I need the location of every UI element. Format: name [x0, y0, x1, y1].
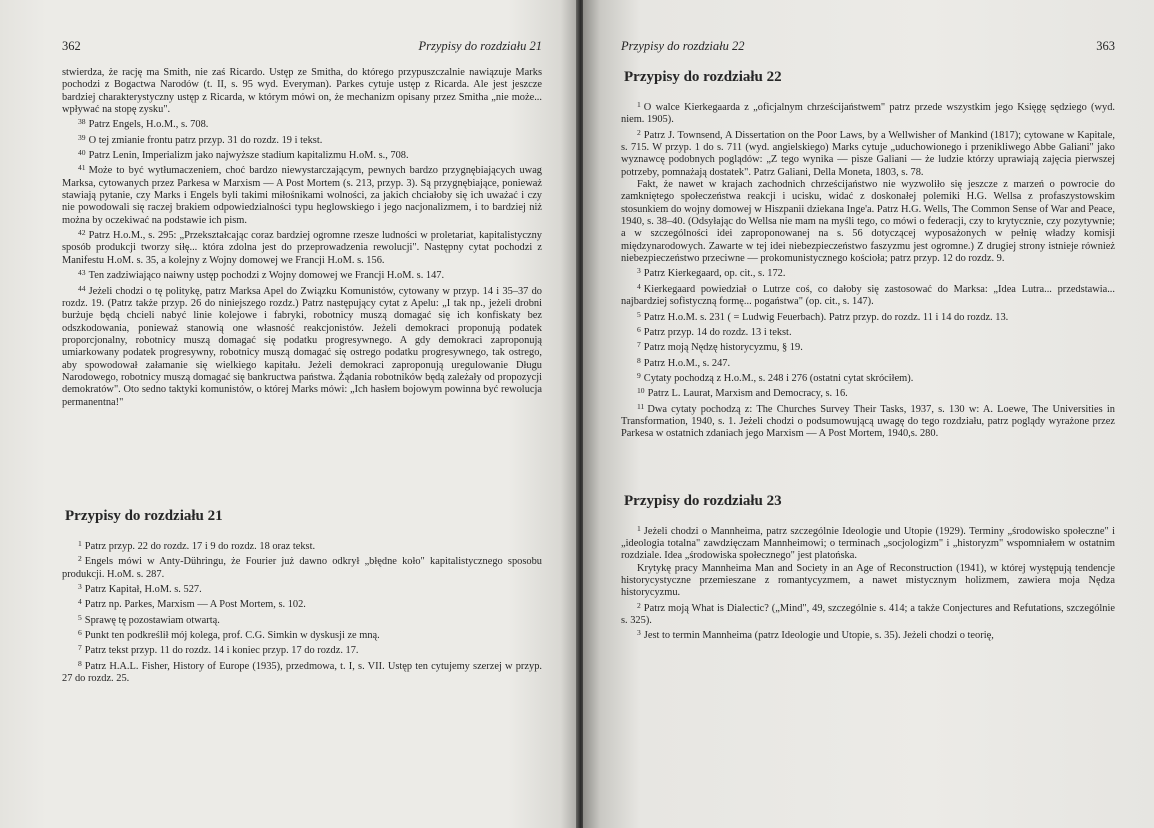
footnote	[62, 132, 542, 147]
footnote-number: 42	[78, 228, 86, 238]
footnote-number: 7	[637, 340, 641, 350]
footnote	[62, 642, 542, 657]
footnote-text: Patrz L. Laurat, Marxism and Democracy, s. 16.	[647, 388, 848, 400]
footnote-text: Punkt ten podkreślił mój kolega, prof. C.G. Simkin w dyskusji ze mną.	[84, 630, 380, 641]
footnote	[621, 99, 1115, 127]
footnote	[62, 581, 542, 596]
footnote-text: O tej zmianie frontu patrz przyp. 31 do rozdz. 19 i tekst.	[88, 134, 323, 146]
footnote-text: Kierkegaard powiedział o Lutrze coś, co dałoby się zastosować do Marksa: „Idea Lutra... przedstawia... najbardziej sofistyczną formę... pogaństwa" (op. cit., s. 147).	[621, 283, 1115, 308]
footnote	[62, 147, 542, 162]
footnote-number: 3	[637, 628, 641, 638]
footnote-number: 1	[637, 100, 641, 109]
footnote-number: 43	[78, 268, 86, 278]
footnote	[621, 339, 1115, 354]
footnote	[62, 283, 542, 409]
footnote-text: Patrz moją What is Dialectic? („Mind", 49, szczególnie s. 414; a także Conjectures and Refutations, szczególnie s. 325).	[621, 602, 1115, 626]
footnote	[621, 355, 1115, 370]
footnote-text: Patrz Kapitał, H.oM. s. 527.	[84, 583, 202, 595]
footnote	[62, 658, 542, 686]
footnote-text: Jest to termin Mannheima (patrz Ideologie und Utopie, s. 35). Jeżeli chodzi o teorię,	[643, 630, 994, 642]
footnote-text: Jeżeli chodzi o Mannheima, patrz szczególnie Ideologie und Utopie (1929). Terminy „środowisko społeczne" i „ideologia totalna" zawdzięczam Mannheimowi; o terminach „socjologizm" i „historyzm" wspomniałem w ostatnim rozdziale. Idea „środowiska społecznego" jest platońska.	[621, 525, 1115, 562]
footnote-text: Patrz Engels, H.o.M., s. 708.	[88, 119, 209, 131]
notes-list	[62, 538, 542, 685]
footnote-number: 4	[637, 281, 641, 291]
running-title: Przypisy do rozdziału 22	[621, 39, 745, 53]
notes-list	[621, 99, 1115, 179]
footnote-number: 6	[78, 628, 82, 637]
footnote-text: O walce Kierkegaarda z „oficjalnym chrześcijaństwem" patrz przede wszystkim jego Księgę sędziego (wyd. niem. 1905).	[621, 102, 1115, 126]
footnote-text: Patrz H.o.M. s. 231 ( = Ludwig Feuerbach). Patrz przyp. do rozdz. 11 i 14 do rozdz. 13.	[643, 311, 1009, 323]
footnote-number: 3	[78, 581, 82, 591]
footnote-text: Patrz np. Parkes, Marxism — A Post Mortem, s. 102.	[84, 599, 306, 611]
footnote-text: Patrz Lenin, Imperializm jako najwyższe stadium kapitalizmu H.oM. s., 708.	[88, 150, 409, 162]
footnote-number: 4	[78, 597, 82, 607]
footnote	[621, 265, 1115, 280]
footnote	[62, 553, 542, 581]
footnote-number: 2	[637, 600, 641, 610]
footnote	[62, 267, 542, 282]
footnote-number: 7	[78, 643, 82, 653]
footnote	[62, 627, 542, 642]
notes-list	[621, 265, 1115, 440]
footnote-text: Patrz przyp. 22 do rozdz. 17 i 9 do rozdz. 18 oraz tekst.	[84, 540, 316, 552]
footnote-number: 9	[637, 370, 641, 380]
footnote-text: Ten zadziwiająco naiwny ustęp pochodzi z Wojny domowej we Francji H.oM. s. 147.	[88, 270, 445, 282]
footnote-text: Engels mówi w Anty-Dühringu, że Fourier już dawno odkrył „błędne koło" kapitalistycznego sposobu produkcji. H.oM. s. 287.	[62, 556, 542, 580]
footnote-number: 44	[78, 283, 86, 293]
footnote	[621, 523, 1115, 563]
footnote-number: 38	[78, 117, 86, 127]
footnote	[62, 162, 542, 227]
footnote-text: Patrz moją Nędzę historycyzmu, § 19.	[643, 342, 803, 354]
footnote	[62, 596, 542, 611]
footnote-text: Patrz H.o.M., s. 247.	[643, 357, 731, 369]
footnote-number: 3	[637, 266, 641, 276]
footnote-number: 8	[78, 658, 82, 668]
footnote-text: Patrz tekst przyp. 11 do rozdz. 14 i koniec przyp. 17 do rozdz. 17.	[84, 645, 359, 657]
footnote-number: 39	[78, 132, 86, 142]
footnote-number: 40	[78, 148, 86, 158]
footnote-number: 6	[637, 324, 641, 334]
page-number: 363	[1096, 39, 1115, 53]
footnote-text: Patrz H.A.L. Fisher, History of Europe (1935), przedmowa, t. I, s. VII. Ustęp ten cytujemy szerzej w przyp. 27 do rozdz. 25.	[62, 660, 542, 685]
footnote-number: 5	[637, 309, 641, 319]
body-paragraph: Krytykę pracy Mannheima Man and Society in an Age of Reconstruction (1941), w której występują tendencje historycystyczne przemieszane z romantycyzmem, a nawet mistycznym holizmem, zawiera moja Nędza historycyzmu.	[621, 562, 1115, 599]
footnote-number: 10	[637, 386, 645, 396]
footnote-number: 41	[78, 163, 86, 173]
footnote-text: Może to być wytłumaczeniem, choć bardzo niewystarczającym, pewnych bardzo przygnębiających uwag Marksa, cytowanych przez Parkesa w Marxism — A Post Mortem (s. 213, przyp. 3). Są przygnębiające, ponieważ stawiają pytanie, czy Marks i Engels byli takimi miłośnikami wolności, za jakich chciałoby się ich uważać i czy nie powodowali się raczej brakiem odpowiedzialności typu heglowskiego i jego nacjonalizmem, i to bardziej niż można by oczekiwać na podstawie ich pism.	[62, 165, 542, 226]
right-page	[583, 0, 1154, 828]
left-running-head	[62, 38, 542, 54]
running-title: Przypisy do rozdziału 21	[418, 39, 542, 53]
footnote-text: Jeżeli chodzi o tę politykę, patrz Marksa Apel do Związku Komunistów, cytowany w przyp. 14 i 35–37 do rozdz. 19. (Patrz także przyp. 26 do niniejszego rozdz.) Patrz następujący cytat z Apelu: „I tak np., jeżeli drobni burżuje będą chcieli nabyć linie kolejowe i fabryki, robotnicy muszą domagać się ich konfiskaty bez odszkodowania, ponieważ stanowią one własność reakcjonistów. Jeżeli demokraci proponują podatek proporcjonalny, robotnicy muszą domagać się podatku progresywnego. A gdy demokraci zaproponują umiarkowany podatek progresywny, robotnicy muszą domagać się ostrego podatku progresywnego, tak ostrego, aby spowodował załamanie się wielkiego kapitału. Jeżeli demokraci zaproponują uregulowanie Długu Narodowego, robotnicy muszą domagać się bankructwa państwa. Żądania robotników będą zależały od propozycji demokratów". Oto sedno taktyki komunistów, o której Marks mówi: „Ich hasłem bojowym powinna być rewolucja permanentna!"	[62, 285, 542, 408]
notes-list	[62, 116, 542, 409]
footnote-number: 1	[637, 523, 641, 533]
footnote-number: 5	[78, 612, 82, 622]
footnote-text: Sprawę tę pozostawiam otwartą.	[84, 614, 220, 626]
continued-paragraph: stwierdza, że rację ma Smith, nie zaś Ricardo. Ustęp ze Smitha, do którego przypuszczalnie nawiązuje Marks pochodzi z Bogactwa Narodów (t. II, s. 95 wyd. Everyman). Parkes cytuje ustęp z Ricarda. Ale jest jeszcze bardziej charakterystyczny ustęp z Ricarda, w którym mówi on, że mechanizm opisany przez Smitha „nie może... wpływać na stopę zysku".	[62, 67, 542, 116]
footnote	[621, 309, 1115, 324]
footnote-number: 2	[78, 554, 82, 564]
notes-list	[621, 600, 1115, 643]
footnote	[62, 227, 542, 267]
footnote	[62, 538, 542, 553]
page-number: 362	[62, 39, 81, 53]
footnote-text: Patrz J. Townsend, A Dissertation on the Poor Laws, by a Wellwisher of Mankind (1817); cytowane w Kapitale, s. 715. W przyp. 1 do s. 711 (wyd. angielskiego) Marks cytuje „uduchowionego i przenikliwego Abbe Galiani" jako wyznawcę podobnych poglądów: „Z tego wynika — pisze Galiani — że ludzie którzy uprawiają zajęcia pierwszej potrzeby, pomnażają dostatek". Patrz Galiani, Della Moneta, 1803, s. 78.	[621, 129, 1115, 178]
footnote-text: Patrz H.o.M., s. 295: „Przekształcając coraz bardziej ogromne rzesze ludności w proletariat, kapitalistyczny sposób produkcji tworzy siłę... która zdolna jest do przeprowadzenia rewolucji". Następny cytat pochodzi z Manifestu H.oM. s. 35, a kolejny z Wojny domowej we Francji H.oM. s. 156.	[62, 230, 542, 266]
right-page-content	[621, 38, 1115, 643]
footnote-number: 1	[78, 538, 82, 548]
footnote	[621, 127, 1115, 179]
notes-list	[621, 523, 1115, 563]
body-paragraph: Fakt, że nawet w krajach zachodnich chrześcijaństwo nie wyzwoliło się jeszcze z marzeń o powrocie do zamkniętego społeczeństwa reakcji i ucisku, widać z doskonałej polemiki H.G. Wellsa z profaszystowskim stosunkiem do wojny domowej w Hiszpanii dziekana Inge'a. Patrz H.G. Wells, The Common Sense of War and Peace, 1940, s. 38–40. (Odsyłając do Wellsa nie mam na myśli tego, co mówi o federacji, czy to krytycznie, czy pozytywnie; a w szczególności idei zaproponowanej na s. 56 dotyczącej wyposażonych w pełnię władzy komisji międzynarodowych. Zawarte w tej idei niebezpieczeństwo faszyzmu jest ogromne.) Z drugiej strony istnieje również niebezpieczeństwo przeciwne — prokomunistycznego kościoła; patrz przyp. 12 do rozdz. 9.	[621, 179, 1115, 265]
footnote	[621, 385, 1115, 400]
footnote-number: 11	[637, 401, 645, 411]
footnote-text: Patrz przyp. 14 do rozdz. 13 i tekst.	[643, 326, 792, 338]
footnote-number: 8	[637, 355, 641, 365]
footnote	[621, 401, 1115, 441]
footnote-text: Patrz Kierkegaard, op. cit., s. 172.	[643, 268, 786, 280]
footnote	[621, 324, 1115, 339]
right-running-head	[621, 38, 1115, 54]
footnote	[62, 116, 542, 131]
footnote-number: 2	[637, 127, 641, 137]
section-title: Przypisy do rozdziału 22	[624, 69, 782, 85]
footnote-text: Dwa cytaty pochodzą z: The Churches Survey Their Tasks, 1937, s. 130 w: A. Loewe, The Universities in Transformation, 1940, s. 1. Jeżeli chodzi o podsumowującą uwagę do tego rozdziału, patrz poglądy wyrażone przez Parkesa w ostatnich zdaniach jego Marxism — A Post Mortem, 1940,s. 280.	[621, 403, 1115, 440]
footnote	[621, 627, 1115, 642]
footnote	[62, 612, 542, 627]
footnote	[621, 600, 1115, 628]
footnote	[621, 281, 1115, 309]
footnote-text: Cytaty pochodzą z H.o.M., s. 248 i 276 (ostatni cytat skróciłem).	[643, 372, 914, 384]
footnote	[621, 370, 1115, 385]
section-title: Przypisy do rozdziału 21	[65, 507, 223, 524]
left-page-content	[62, 38, 542, 685]
section-title: Przypisy do rozdziału 23	[624, 492, 782, 509]
